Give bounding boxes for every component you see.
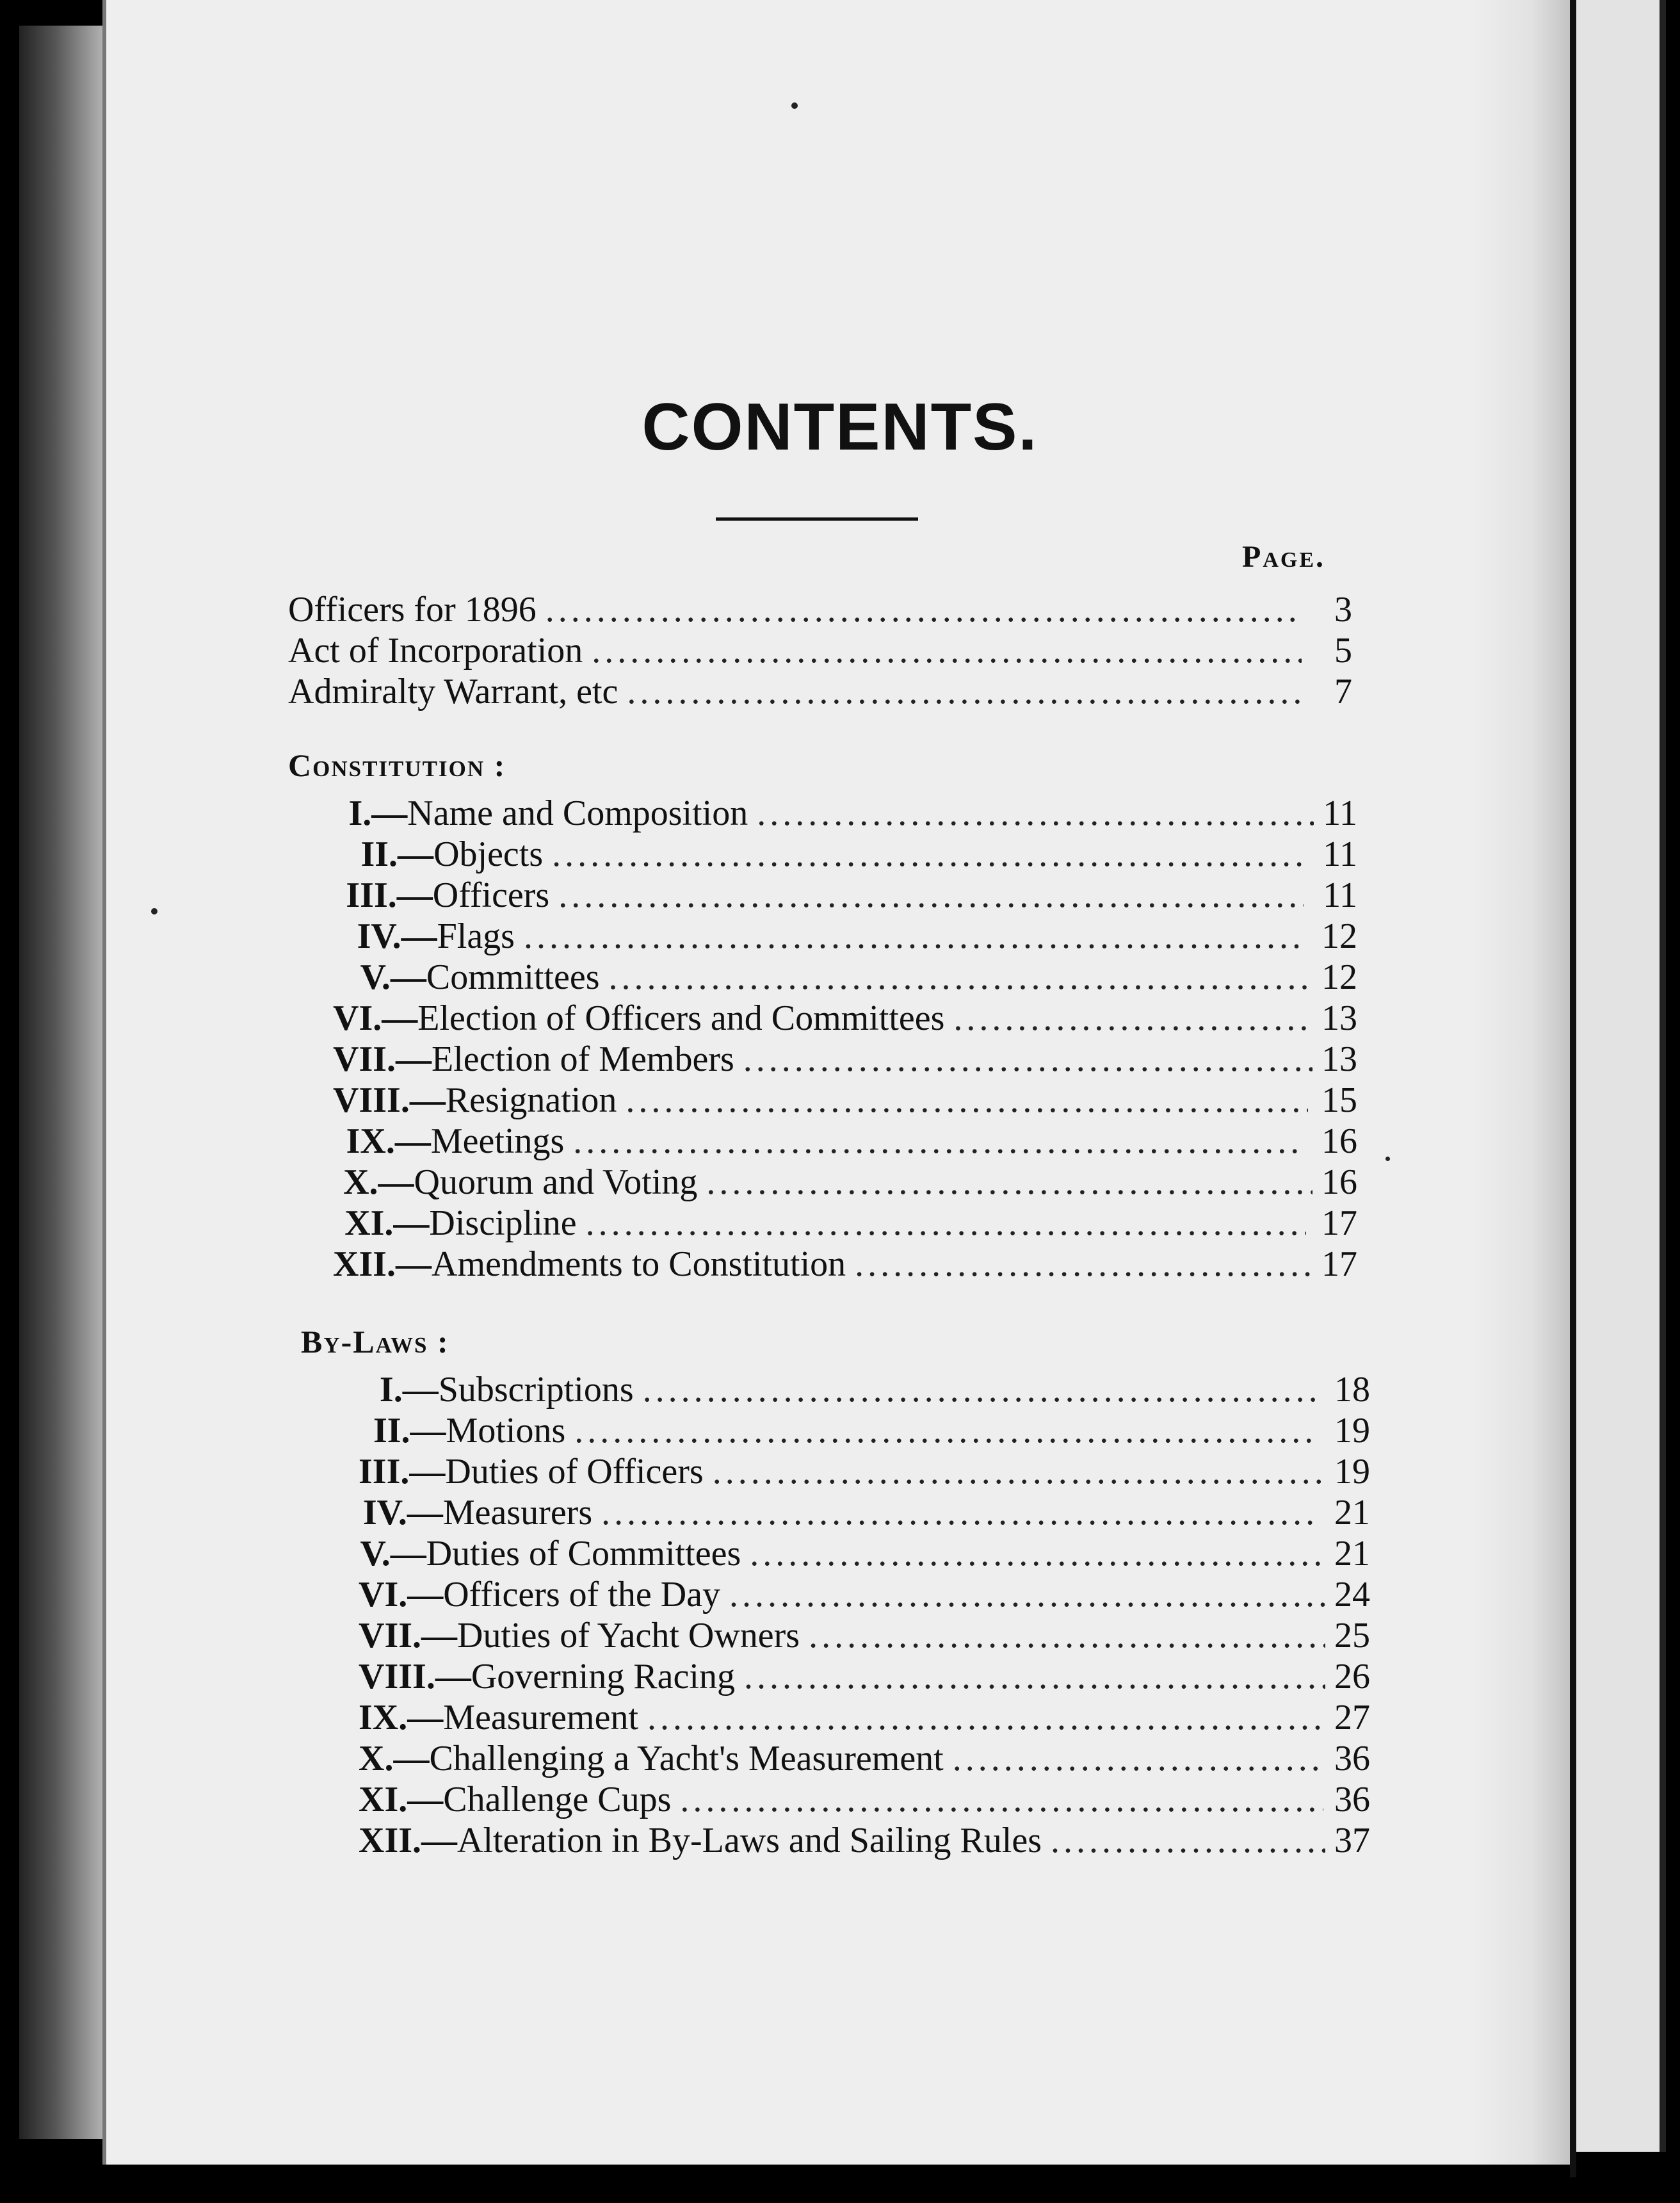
- toc-entry-page: 19: [1334, 1411, 1370, 1451]
- toc-entry-page: 26: [1334, 1657, 1370, 1696]
- toc-entry-number: XII.—: [333, 1244, 432, 1284]
- toc-entry-page: 21: [1334, 1534, 1370, 1573]
- toc-entry-page: 37: [1334, 1821, 1370, 1860]
- toc-entry-number: IV.—: [357, 916, 437, 956]
- dot-leader: [545, 589, 1299, 630]
- toc-entry-page: 5: [1334, 631, 1352, 671]
- toc-entry-number: IX.—: [359, 1698, 444, 1737]
- dot-leader: [744, 1656, 1325, 1697]
- toc-entry-page: 12: [1321, 957, 1357, 997]
- toc-entry: [333, 1203, 1357, 1244]
- toc-entry-title: Motions: [446, 1411, 566, 1451]
- dot-leader: [592, 630, 1302, 671]
- toc-entry-page: 7: [1334, 672, 1352, 711]
- toc-entry-page: 36: [1334, 1739, 1370, 1778]
- page-column-heading: Page.: [1242, 540, 1325, 574]
- dot-leader: [757, 793, 1314, 834]
- toc-entry-number: XI.—: [344, 1203, 430, 1243]
- toc-entry: [333, 1121, 1357, 1162]
- dot-leader: [586, 1203, 1306, 1244]
- toc-entry-number: VI.—: [333, 998, 418, 1038]
- dot-leader: [680, 1779, 1323, 1820]
- toc-entry-number: XII.—: [359, 1821, 458, 1860]
- toc-entry-title: Resignation: [445, 1080, 617, 1120]
- toc-entry-page: 16: [1321, 1121, 1358, 1161]
- toc-entry: [359, 1451, 1370, 1492]
- toc-entry-page: 18: [1334, 1370, 1370, 1410]
- dot-leader: [609, 957, 1307, 998]
- gutter-shadow: [1473, 0, 1570, 2165]
- dot-leader: [855, 1244, 1312, 1285]
- toc-entry-title: Meetings: [430, 1121, 565, 1161]
- toc-entry-title: Officers for 1896: [288, 590, 537, 630]
- toc-entry-number: II.—: [360, 834, 434, 874]
- toc-entry: [359, 1820, 1370, 1861]
- toc-entry-number: I.—: [379, 1370, 439, 1410]
- dot-leader: [601, 1492, 1319, 1533]
- toc-entry-page: 11: [1323, 793, 1357, 833]
- toc-entry-title: Election of Officers and Committees: [417, 998, 945, 1038]
- ink-speck: [1385, 1157, 1390, 1161]
- toc-entry-page: 17: [1321, 1244, 1357, 1284]
- toc-entry-page: 3: [1334, 590, 1352, 630]
- dot-leader: [647, 1697, 1321, 1738]
- toc-entry-number: X.—: [343, 1162, 414, 1202]
- toc-entry: [333, 1162, 1357, 1203]
- toc-entry-number: VIII.—: [359, 1657, 471, 1696]
- toc-entry-number: IV.—: [362, 1493, 443, 1532]
- toc-entry-title: Duties of Yacht Owners: [457, 1616, 800, 1655]
- toc-entry-title: Committees: [426, 957, 600, 997]
- toc-entry-number: VII.—: [359, 1616, 458, 1655]
- toc-entry: [288, 671, 1352, 712]
- toc-entry-page: 25: [1334, 1616, 1370, 1655]
- toc-entry-title: Name and Composition: [407, 793, 748, 833]
- toc-entry-title: Measurement: [443, 1698, 639, 1737]
- dot-leader: [558, 875, 1304, 916]
- toc-entry-number: VIII.—: [333, 1080, 446, 1120]
- dot-leader: [729, 1574, 1325, 1615]
- toc-entry: [333, 1080, 1357, 1121]
- toc-entry-title: Objects: [433, 834, 544, 874]
- dot-leader: [626, 1080, 1308, 1121]
- toc-entry-number: VI.—: [359, 1575, 444, 1614]
- toc-entry: [359, 1369, 1370, 1410]
- toc-entry: [359, 1697, 1370, 1738]
- toc-entry-title: Flags: [437, 916, 515, 956]
- toc-entry: [333, 916, 1357, 957]
- page-title: CONTENTS.: [642, 390, 1038, 464]
- ink-speck: [791, 102, 798, 109]
- dot-leader: [743, 1039, 1312, 1080]
- toc-entry: [333, 875, 1357, 916]
- toc-entry: [333, 998, 1357, 1039]
- toc-entry: [333, 1244, 1357, 1285]
- toc-entry-number: XI.—: [359, 1780, 444, 1819]
- bylaws-heading: By-Laws :: [301, 1324, 449, 1360]
- toc-entry-title: Officers: [432, 875, 550, 915]
- dot-leader: [750, 1533, 1325, 1574]
- toc-entry-number: V.—: [360, 1534, 426, 1573]
- toc-entry-number: III.—: [359, 1452, 446, 1492]
- toc-entry-page: 16: [1321, 1162, 1357, 1202]
- toc-entry-title: Subscriptions: [438, 1370, 634, 1410]
- toc-entry-title: Amendments to Constitution: [432, 1244, 846, 1284]
- dot-leader: [627, 671, 1303, 712]
- dot-leader: [706, 1162, 1312, 1203]
- toc-entry: [288, 589, 1352, 630]
- toc-entry: [359, 1738, 1370, 1779]
- dot-leader: [524, 916, 1302, 957]
- toc-entry-number: II.—: [373, 1411, 446, 1451]
- toc-entry-page: 21: [1334, 1493, 1370, 1532]
- toc-entry-title: Officers of the Day: [443, 1575, 721, 1614]
- constitution-heading: Constitution :: [288, 747, 506, 783]
- toc-entry: [359, 1615, 1370, 1656]
- toc-entry-page: 36: [1334, 1780, 1370, 1819]
- toc-entry: [359, 1492, 1370, 1533]
- toc-entry-page: 13: [1321, 998, 1357, 1038]
- toc-entry-number: VII.—: [333, 1039, 432, 1079]
- toc-entry-title: Admiralty Warrant, etc: [288, 672, 618, 711]
- toc-entry-page: 11: [1323, 875, 1357, 915]
- toc-entry: [359, 1779, 1370, 1820]
- toc-entry-number: X.—: [359, 1739, 430, 1778]
- toc-entry: [359, 1574, 1370, 1615]
- toc-entry-page: 12: [1321, 916, 1357, 956]
- dot-leader: [552, 834, 1304, 875]
- toc-entry-page: 15: [1321, 1080, 1357, 1120]
- dot-leader: [574, 1410, 1318, 1451]
- toc-entry-page: 13: [1321, 1039, 1357, 1079]
- toc-entry-title: Duties of Committees: [426, 1534, 741, 1573]
- toc-entry: [359, 1656, 1370, 1697]
- toc-entry-title: Quorum and Voting: [414, 1162, 698, 1202]
- toc-entry-title: Alteration in By-Laws and Sailing Rules: [457, 1821, 1042, 1860]
- toc-entry-title: Election of Members: [432, 1039, 734, 1079]
- dot-leader: [1051, 1820, 1325, 1861]
- toc-entry-page: 17: [1321, 1203, 1357, 1243]
- toc-entry: [333, 1039, 1357, 1080]
- dot-leader: [953, 1738, 1325, 1779]
- toc-entry-number: I.—: [348, 793, 408, 833]
- toc-entry-page: 19: [1334, 1452, 1370, 1492]
- toc-entry-number: III.—: [346, 875, 433, 915]
- toc-entry: [333, 834, 1357, 875]
- toc-entry-title: Duties of Officers: [445, 1452, 704, 1492]
- book-page-edge: [19, 26, 109, 2139]
- toc-entry: [288, 630, 1352, 671]
- ink-speck: [151, 908, 158, 915]
- toc-entry-title: Challenge Cups: [443, 1780, 672, 1819]
- toc-entry-title: Act of Incorporation: [288, 631, 583, 671]
- dot-leader: [809, 1615, 1325, 1656]
- toc-entry-page: 11: [1323, 834, 1358, 874]
- dot-leader: [713, 1451, 1325, 1492]
- dot-leader: [953, 998, 1312, 1039]
- toc-entry-title: Challenging a Yacht's Measurement: [429, 1739, 944, 1778]
- title-rule: [716, 517, 918, 521]
- toc-entry: [359, 1533, 1370, 1574]
- toc-entry-page: 27: [1334, 1698, 1370, 1737]
- book-spine: [1570, 0, 1576, 2177]
- facing-page-edge: [1576, 0, 1666, 2152]
- dot-leader: [573, 1121, 1305, 1162]
- toc-entry: [359, 1410, 1370, 1451]
- toc-entry: [333, 793, 1357, 834]
- toc-entry-title: Discipline: [429, 1203, 577, 1243]
- dot-leader: [643, 1369, 1321, 1410]
- toc-entry: [333, 957, 1357, 998]
- toc-entry-page: 24: [1334, 1575, 1370, 1614]
- toc-entry-number: IX.—: [346, 1121, 431, 1161]
- toc-entry-title: Measurers: [442, 1493, 593, 1532]
- toc-entry-number: V.—: [360, 957, 426, 997]
- toc-entry-title: Governing Racing: [471, 1657, 735, 1696]
